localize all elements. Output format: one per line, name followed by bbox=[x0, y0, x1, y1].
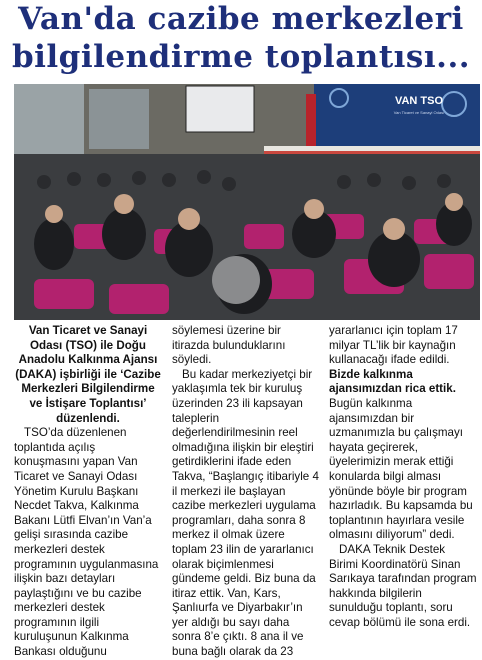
article-paragraph: yararlanıcı için toplam 17 milyar TL’lik bir kaynağın kullanacağı ifade edildi. bbox=[329, 324, 458, 367]
article-lead: Van Ticaret ve Sanayi Odası (TSO) ile Doğu Anadolu Kalkınma Ajansı (DAKA) işbirliği ile ‘Cazibe Merkezleri Bilgilendirme ve İstişare Toplantısı’ düzenlendi. bbox=[15, 324, 161, 425]
article-subheading: Bizde kalkınma ajansımızdan rica ettik. bbox=[329, 367, 456, 396]
headline-line-2: bilgilendirme toplantısı... bbox=[11, 39, 471, 75]
article-body bbox=[14, 324, 480, 659]
article-paragraph: TSO’da düzenlenen toplantıda açılış konuşmasını yapan Van Ticaret ve Sanayi Odası Yönetim Kurulu Başkanı Necdet Takva, Kalkınma Bakanı Lütfi Elvan’ın Van’a gelişi sırasında cazibe merkezleri destek programının uygulanmasına ilişkin bazı detayları paylaştığını ve bu cazibe merkezleri destek programının ilgili kuruluşunun Kalkınma Bankası olduğunu bbox=[14, 426, 159, 659]
article-paragraph: Bu kadar merkeziyetçi bir yaklaşımla tek bir kuruluş üzerinden 23 ili kapsayan taleplerin değerlendirilmesinin reel olmadığına ilişkin bir eleştiri getirdiklerini ifade eden Takva, “Başlangıç itibariyle 4 il merkezi ile başlayan cazibe merkezleri uygulama programları, daha sonra 8 merkez il olmak üzere toplam 23 ilin de yararlanıcı olarak biçimlenmesi gündeme geldi. Biz buna da itiraz ettik. Van, Kars, Şanlıurfa ve Diyarbakır’ın yer aldığı bu sayı daha sonra 8’e çıktı. 8 ana il ve buna bağlı olarak da 23 bbox=[172, 367, 319, 659]
article-column-2 bbox=[172, 324, 320, 660]
banner-logo: VAN TSO bbox=[394, 95, 444, 107]
headline-line-1: Van'da cazibe merkezleri bbox=[18, 1, 464, 37]
headline bbox=[0, 0, 482, 76]
article-column-1 bbox=[14, 324, 162, 660]
article-paragraph: söylemesi üzerine bir itirazda bulunduklarını söyledi. bbox=[172, 324, 286, 367]
article-paragraph: DAKA Teknik Destek Birimi Koordinatörü Sinan Sarıkaya tarafından program hakkında bilgilerin sunulduğu toplantı, soru cevap bölümü ile sona erdi. bbox=[329, 542, 477, 629]
article-paragraph: Bugün kalkınma ajansımızdan bir uzmanımızla bu çalışmayı hayata geçirerek, üyelerimizin merak ettiği konularda bilgi alması yönünde böyle bir program hazırladık. Bu kapsamda bu toplantının hayırlara vesile olmasını diliyorum” dedi. bbox=[329, 396, 473, 542]
article-column-3 bbox=[329, 324, 477, 630]
banner-subtitle: Van Ticaret ve Sanayi Odası bbox=[393, 110, 445, 115]
meeting-photo-illustration bbox=[14, 84, 480, 320]
meeting-photo bbox=[14, 84, 480, 320]
